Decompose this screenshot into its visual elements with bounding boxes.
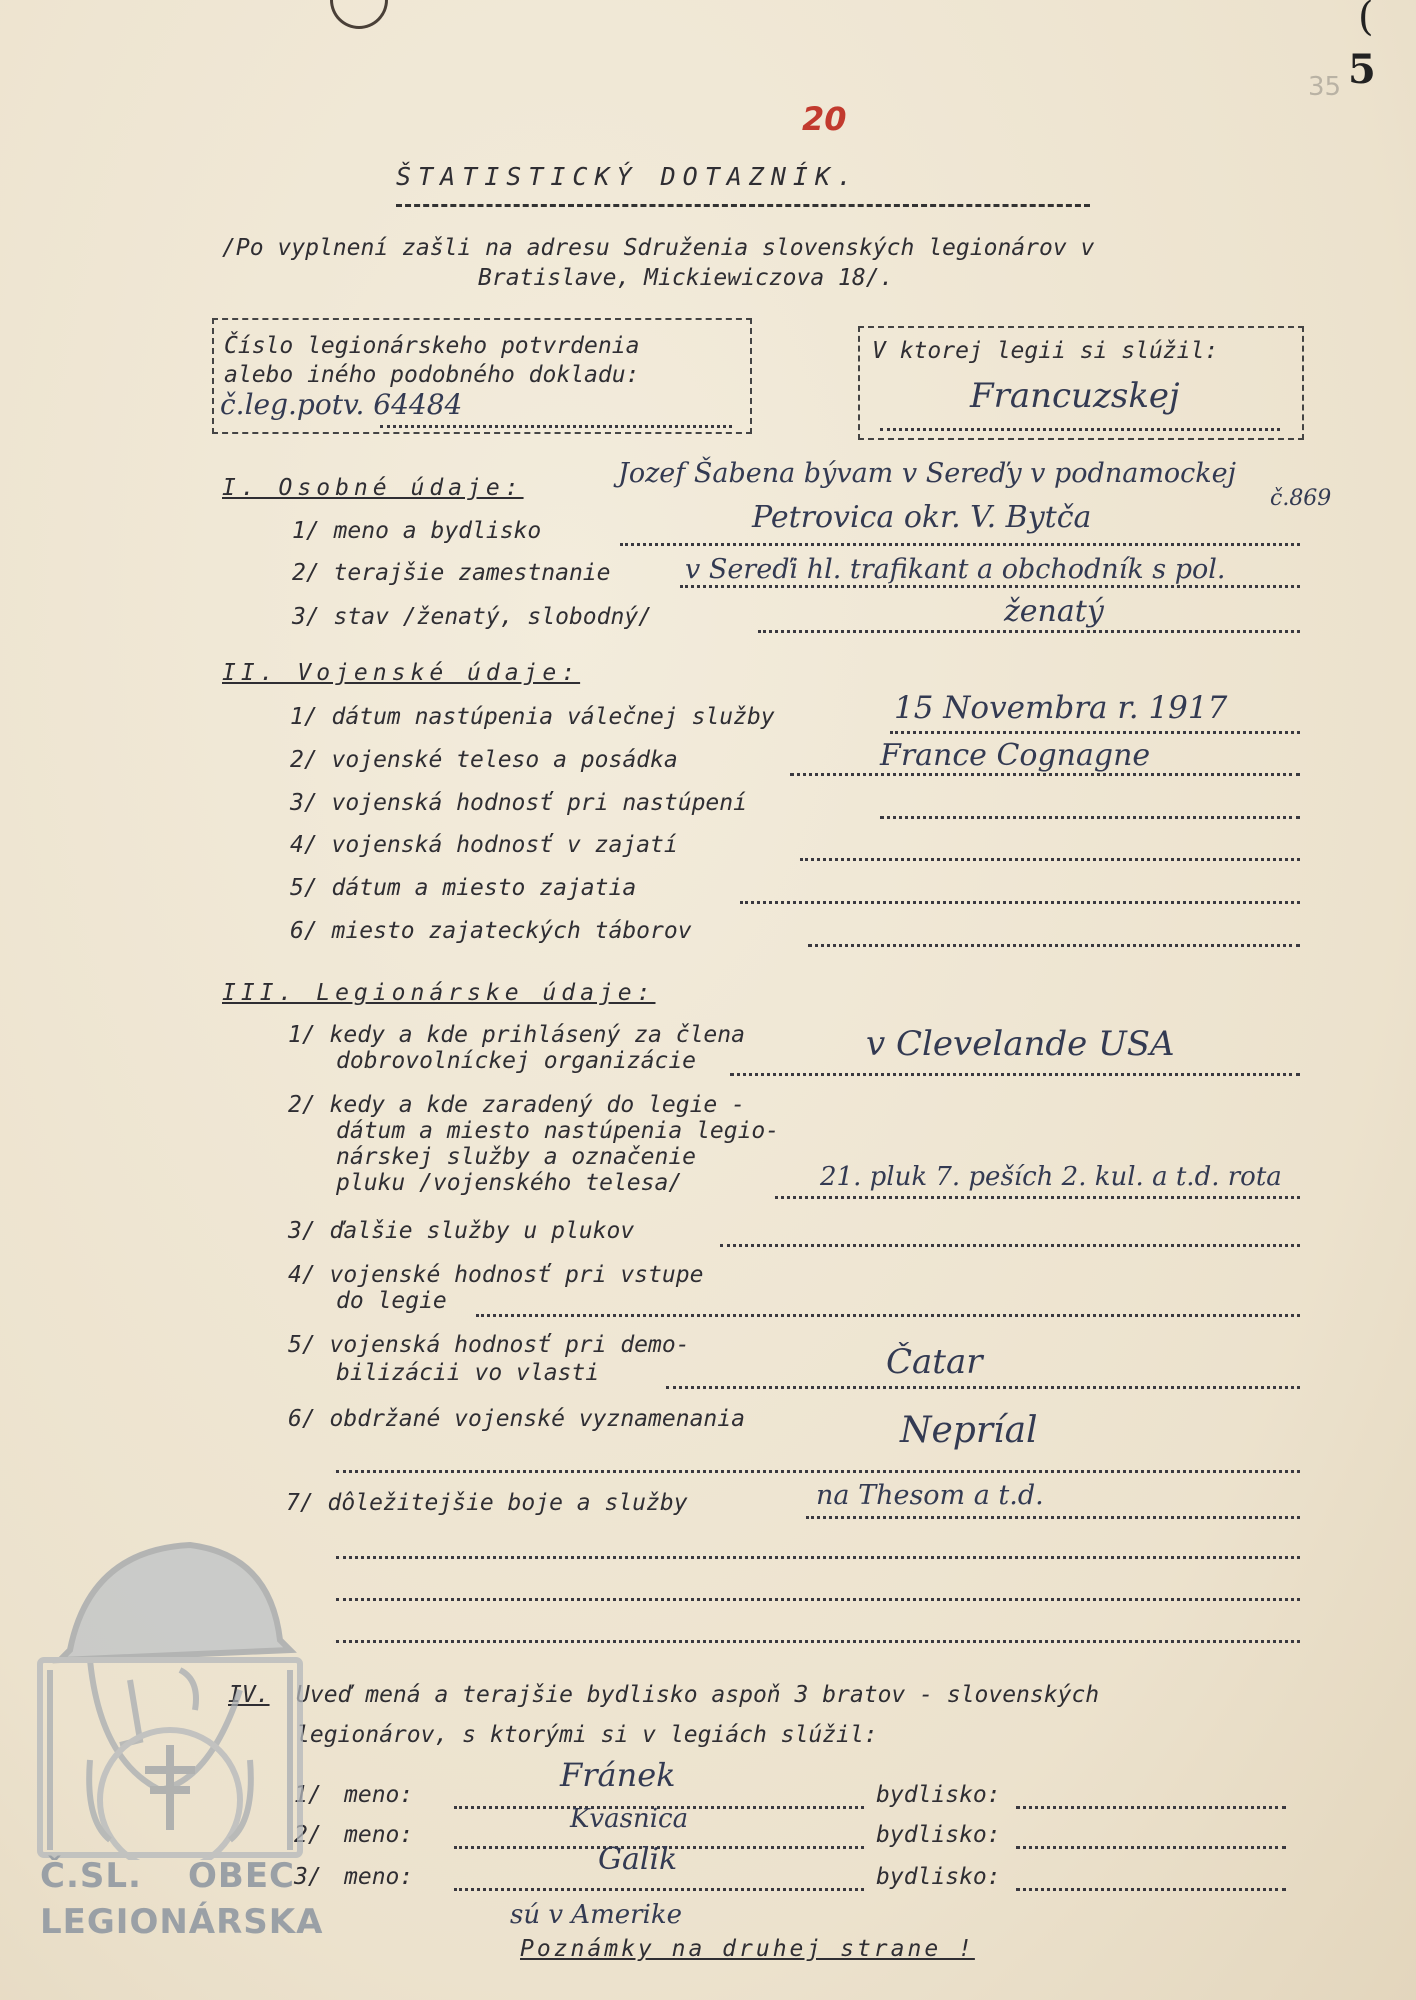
q3-6-label: 6/ obdržané vojenské vyznamenania xyxy=(288,1406,745,1432)
q3-5-dots xyxy=(666,1386,1300,1389)
comrade2-number: 2/ xyxy=(294,1822,322,1848)
q3-7-dots xyxy=(806,1516,1300,1519)
q3-7-dots-3 xyxy=(336,1598,1300,1601)
q1-2-label: 2/ terajšie zamestnanie xyxy=(292,560,611,586)
comrade3-meno-label: meno: xyxy=(344,1864,414,1890)
q2-3-label: 3/ vojenská hodnosť pri nastúpení xyxy=(290,790,747,816)
section2-heading: II. Vojenské údaje: xyxy=(222,660,581,686)
comrade3-address-dots xyxy=(1016,1888,1286,1891)
q3-4-label-a: 4/ vojenské hodnosť pri vstupe xyxy=(288,1262,704,1288)
q3-1-label-b: dobrovolníckej organizácie xyxy=(336,1048,697,1074)
footer-hand-note: sú v Amerike xyxy=(510,1900,683,1930)
q3-6-answer: Nepríal xyxy=(900,1410,1038,1451)
comrade1-number: 1/ xyxy=(294,1782,322,1808)
comrade1-meno-label: meno: xyxy=(344,1782,414,1808)
comrade3-name-dots xyxy=(454,1888,864,1891)
q2-3-dots xyxy=(880,816,1300,819)
q3-7-dots-2 xyxy=(336,1556,1300,1559)
q1-1-dots xyxy=(620,543,1300,546)
section3-heading: III. Legionárske údaje: xyxy=(222,980,656,1006)
comrade2-name: Kvasnica xyxy=(570,1804,689,1834)
q2-2-answer: France Cognagne xyxy=(880,738,1151,773)
red-page-number: 20 xyxy=(802,100,847,138)
q2-2-dots xyxy=(790,773,1300,776)
q3-1-dots xyxy=(730,1073,1300,1076)
title-underline xyxy=(396,204,1090,207)
stamp-text-line1: Č.SL. xyxy=(40,1856,142,1896)
comrade1-address-dots xyxy=(1016,1806,1286,1809)
legion-label: V ktorej legii si slúžil: xyxy=(872,338,1219,364)
q3-7-dots-4 xyxy=(336,1640,1300,1643)
q3-7-label: 7/ dôležitejšie boje a služby xyxy=(286,1490,688,1516)
corner-mark-five: 5 xyxy=(1348,46,1376,93)
q2-5-label: 5/ dátum a miesto zajatia xyxy=(290,875,637,901)
q1-1-answer: Petrovica okr. V. Bytča xyxy=(752,500,1092,535)
q3-2-label-b: dátum a miesto nastúpenia legio- xyxy=(336,1118,780,1144)
q1-2-answer: v Sereďi hl. trafikant a obchodník s pol. xyxy=(685,554,1226,585)
soldier-emblem-icon xyxy=(30,1530,310,1860)
q3-5-answer: Čatar xyxy=(886,1342,983,1382)
q2-1-label: 1/ dátum nastúpenia válečnej služby xyxy=(290,704,775,730)
corner-mark-top: ( xyxy=(1358,0,1374,40)
q2-2-label: 2/ vojenské teleso a posádka xyxy=(290,747,678,773)
form-title: ŠTATISTICKÝ DOTAZNÍK. xyxy=(396,162,860,191)
comrade3-number: 3/ xyxy=(294,1864,322,1890)
certificate-dots xyxy=(380,425,732,428)
q3-2-label-c: nárskej služby a označenie xyxy=(336,1144,697,1170)
comrade1-bydlisko-label: bydlisko: xyxy=(876,1782,1001,1808)
q3-3-label: 3/ ďalšie služby u plukov xyxy=(288,1218,635,1244)
section1-heading: I. Osobné údaje: xyxy=(222,475,524,501)
q3-2-label-d: pluku /vojenského telesa/ xyxy=(336,1170,683,1196)
q2-1-answer: 15 Novembra r. 1917 xyxy=(894,690,1228,726)
footer-note: Poznámky na druhej strane ! xyxy=(520,1936,975,1962)
top-pen-stroke xyxy=(330,0,388,29)
legion-dots xyxy=(880,428,1280,431)
q3-2-label-a: 2/ kedy a kde zaradený do legie - xyxy=(288,1092,745,1118)
q3-2-answer: 21. pluk 7. peších 2. kul. a t.d. rota xyxy=(820,1162,1282,1192)
stamp-text-line2: OBEC xyxy=(188,1856,295,1896)
comrade3-bydlisko-label: bydlisko: xyxy=(876,1864,1001,1890)
q3-5-label-b: bilizácii vo vlasti xyxy=(336,1360,600,1386)
q1-3-dots xyxy=(758,630,1300,633)
section4-number: IV. xyxy=(228,1682,270,1708)
stamp-text-line3: LEGIONÁRSKA xyxy=(40,1902,324,1942)
q2-4-label: 4/ vojenská hodnosť v zajatí xyxy=(290,832,678,858)
q1-3-label: 3/ stav /ženatý, slobodný/ xyxy=(292,604,653,630)
q3-1-answer: v Clevelande USA xyxy=(866,1024,1175,1064)
q3-3-dots xyxy=(720,1244,1300,1247)
q2-5-dots xyxy=(740,901,1300,904)
instructions-line1: /Po vyplnení zašli na adresu Sdruženia slovenských legionárov v xyxy=(222,235,1095,261)
q2-6-label: 6/ miesto zajateckých táborov xyxy=(290,918,692,944)
q2-1-dots xyxy=(890,731,1300,734)
q3-4-dots xyxy=(476,1314,1300,1317)
q3-1-label-a: 1/ kedy a kde prihlásený za člena xyxy=(288,1022,745,1048)
q3-2-dots xyxy=(775,1196,1300,1199)
comrade3-name: Galik xyxy=(598,1842,678,1877)
q3-5-label-a: 5/ vojenská hodnosť pri demo- xyxy=(288,1332,690,1358)
q3-4-label-b: do legie xyxy=(336,1288,447,1314)
q2-4-dots xyxy=(800,858,1300,861)
q3-6-dots xyxy=(336,1470,1300,1473)
pencil-number: 35 xyxy=(1308,72,1342,102)
certificate-label-line2: alebo iného podobného dokladu: xyxy=(224,362,640,388)
q1-1-label: 1/ meno a bydlisko xyxy=(292,518,542,544)
legion-stamp-logo xyxy=(30,1530,324,1950)
section1-heading-answer: Jozef Šabena bývam v Sereďy v podnamockej xyxy=(618,458,1237,489)
q1-3-answer: ženatý xyxy=(1004,594,1104,629)
certificate-label-line1: Číslo legionárskeho potvrdenia xyxy=(224,333,640,359)
section4-line1: Uveď mená a terajšie bydlisko aspoň 3 bratov - slovenských xyxy=(296,1682,1100,1708)
legion-answer: Francuzskej xyxy=(970,376,1180,416)
q3-7-answer: na Thesom a t.d. xyxy=(816,1480,1044,1511)
comrade2-meno-label: meno: xyxy=(344,1822,414,1848)
comrade2-bydlisko-label: bydlisko: xyxy=(876,1822,1001,1848)
comrade1-name: Fránek xyxy=(560,1756,676,1794)
comrade2-address-dots xyxy=(1016,1846,1286,1849)
instructions-line2: Bratislave, Mickiewiczova 18/. xyxy=(478,265,894,291)
certificate-answer: č.leg.potv. 64484 xyxy=(220,388,463,421)
q2-6-dots xyxy=(808,944,1300,947)
section4-line2: legionárov, s ktorými si v legiách slúžil: xyxy=(296,1722,878,1748)
section1-heading-answer2: č.869 xyxy=(1270,486,1332,511)
q1-2-dots xyxy=(680,585,1300,588)
